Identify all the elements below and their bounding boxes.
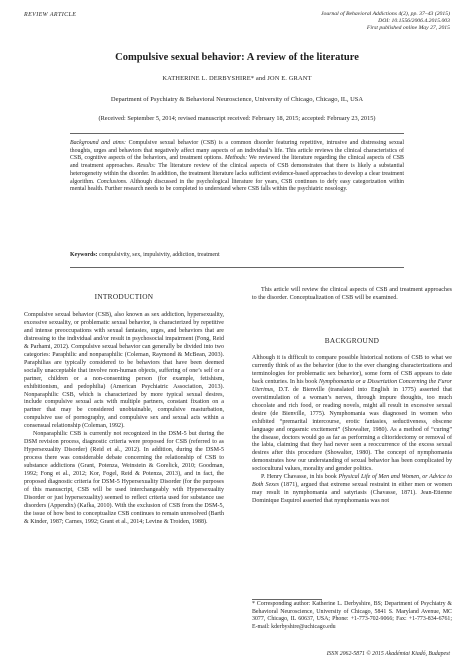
paper-title: Compulsive sexual behavior: A review of the literature bbox=[115, 52, 359, 63]
corresponding-author-footnote: * Corresponding author: Katherine L. Derbyshire, BS; Department of Psychiatry & Behavioral Neuroscience, University of Chicago, 5841 S. Maryland Avenue, MC 3077, Chicago, IL 60637, USA; Phone: +1-773-702-9066; Fax: +1-773-834-6761; E-mail: kderbyshire@uchicago.edu bbox=[252, 601, 452, 630]
abstract-methods-label: Methods: bbox=[224, 155, 248, 162]
bg-p2-text-a: P. Henry Chavasse, in his book bbox=[261, 474, 339, 481]
published-date: First published online May 27, 2015 bbox=[366, 25, 450, 32]
abstract-results-label: Results: bbox=[136, 163, 156, 170]
page-footer: ISSN 2062-5871 © 2015 Akadémiai Kiadó, Budapest bbox=[326, 651, 450, 657]
intro-paragraph-1: Compulsive sexual behavior (CSB), also known as sex addiction, hypersexuality, excessive sexuality, or problematic sexual behavior, is characterized by repetitive and intense preoccupations with sexual fantasies, urges, and behaviors that are distressing to the individual and/or result in psychosocial impairment (Fong, Reid & Parhami, 2012). Compulsive sexual behavior can generally be divided into two categories: Paraphilic and nonparaphilic (Coleman, Raymond & McBean, 2003). Paraphilias are typically considered to be behaviors that have been deemed socially unacceptable that involve non-human objects, suffering of one’s self or a partner, children or a non-consenting person (for example, fetishism, exhibitionism, and pedophilia) (American Psychiatric Association, 2013). Nonparaphilic CSB, which is characterized by more typical sexual desires, include compulsive sexual acts with multiple partners, constant fixation on a partner that may be considered unobtainable, compulsive masturbation, compulsive use of pornography, and compulsive sex and sexual acts within a consensual relationship (Coleman, 1992). bbox=[24, 312, 224, 430]
keywords-text: compulsivity, sex, impulsivity, addiction, treatment bbox=[97, 252, 220, 258]
abstract-results-text: The literature review of the clinical aspects of CSB demonstrates that there is likely a substantial heterogeneity within the disorder. In addition, the treatment literature lacks sufficient evidence-based approaches to develop a clear treatment algorithm. bbox=[70, 163, 405, 185]
bg-p2-book-title: Physical Life of Men and Women, or Advice to Both Sexes bbox=[252, 474, 452, 489]
background-heading: BACKGROUND bbox=[324, 336, 380, 345]
abstract-methods-text: We reviewed the literature regarding the clinical aspects of CSB and treatment approaches. bbox=[70, 155, 404, 170]
bg-p1-book-title: Nymphomania or a Dissertation Concerning the Furor Uterinus bbox=[252, 378, 452, 393]
abstract-top-rule bbox=[70, 133, 404, 134]
received-dates: (Received: September 5, 2014; revised manuscript received: February 18, 2015; accepted: February 23, 2015) bbox=[98, 115, 376, 122]
bg-p1-text-a: Although it is difficult to compare possible historical notions of CSB to what we currently think of as the behavior (due to the ever changing characterizations and terminologies for problematic sex behavior), some form of CSB appears to date back centuries. In his book bbox=[252, 355, 452, 385]
keywords bbox=[70, 252, 404, 258]
right-column-intro bbox=[252, 287, 452, 303]
abstract-background-text: Compulsive sexual behavior (CSB) is a common disorder featuring repetitive, intrusive and distressing sexual thoughts, urges and behaviors that negatively affect many aspects of an individual’s life. This article reviews the clinical characteristics of CSB, cognitive aspects of the behaviors, and treatment options. bbox=[70, 140, 404, 162]
abstract-conclusions-label: Conclusions. bbox=[96, 178, 128, 185]
affiliation: Department of Psychiatry & Behavioral Neuroscience, University of Chicago, Chicago, IL, USA bbox=[110, 96, 364, 103]
abstract-conclusions-text: Although discussed in the psychological literature for years, CSB continues to defy easy categorization within mental health. Further research needs to be completed to understand where CSB falls within the psychiatric nosology. bbox=[70, 178, 404, 193]
left-column bbox=[24, 312, 224, 527]
article-type-label: REVIEW ARTICLE bbox=[24, 12, 77, 18]
introduction-heading: INTRODUCTION bbox=[94, 292, 154, 301]
background-paragraph-1 bbox=[252, 355, 452, 474]
abstract bbox=[70, 140, 404, 194]
footnote-rule bbox=[252, 599, 322, 600]
bg-p2-text-b: (1871), argued that extreme sexual restraint in either men or women may result in nymphomania and satyriasis (Chavasse, 1871). Jean-Etienne Dominique Esquirol asserted that nymphomania was not bbox=[252, 482, 452, 505]
doi[interactable]: DOI: 10.1556/2006.4.2015.003 bbox=[378, 18, 450, 25]
journal-header bbox=[321, 11, 450, 33]
abstract-background-label: Background and aims: bbox=[70, 140, 126, 146]
authors: KATHERINE L. DERBYSHIRE* and JON E. GRANT bbox=[162, 75, 312, 82]
journal-citation: Journal of Behavioral Addictions 4(2), pp. 37–43 (2015) bbox=[321, 11, 450, 17]
intro-paragraph-3: This article will review the clinical aspects of CSB and treatment approaches to the disorder. Conceptualization of CSB will be examined. bbox=[252, 287, 452, 301]
right-column-background bbox=[252, 355, 452, 506]
abstract-bottom-rule bbox=[70, 267, 404, 268]
intro-paragraph-2: Nonparaphilic CSB is currently not recognized in the DSM-5 but during the DSM revision process, diagnostic criteria were proposed for CSB (referred to as Hypersexuality Disorder) (Reid et al., 2012). In addition, during the DSM-5 process there was considerable debate concerning the relationship of CSB to substance addictions (Grant, Potenza, Weinstein & Gorelick, 2010; Goodman, 1992; Fong et al., 2012; Kor, Fogel, Reid & Potenza, 2013), and in fact, the proposed diagnostic criteria for DSM-5 Hypersexuality Disorder (for the purposes of this manuscript, CSB will be used interchangeably with Hypersexuality Disorder or just hypersexuality) seemed to reflect criteria used for substance use disorders (Appendix) (Kafka, 2010). With the exclusion of CSB from the DSM-5, the issue of how best to conceptualize CSB continues to remain unresolved (Barth & Kinder, 1987; Carnes, 1992; Grant et al., 2014; Levine & Troiden, 1988). bbox=[24, 431, 224, 525]
keywords-label: Keywords: bbox=[70, 252, 98, 258]
background-paragraph-2 bbox=[252, 474, 452, 506]
bg-p1-text-b: , D.T. de Bienville (translated into English in 1775) asserted that overstimulation of a woman’s nerves, through impure thoughts, too much chocolate and rich food, or reading novels, might all result in excessive sexual desire (de Bienville, 1775). Nymphomania was diagnosed in women who exhibited “premarital intercourse, erotic fantasies, seductiveness, obscene language and orgasmic excitement” (Showalter, 1980). As a method of “curing” the disease, doctors would go as far as performing a clitoridectomy or removal of the labia, claiming that they had never seen a reoccurrence of the excess sexual desires after this procedure (Showalter, 1980). The concept of nymphomania demonstrates how our understanding of sexual behavior has been complicated by sociocultural values, morality and gender politics. bbox=[252, 386, 452, 473]
